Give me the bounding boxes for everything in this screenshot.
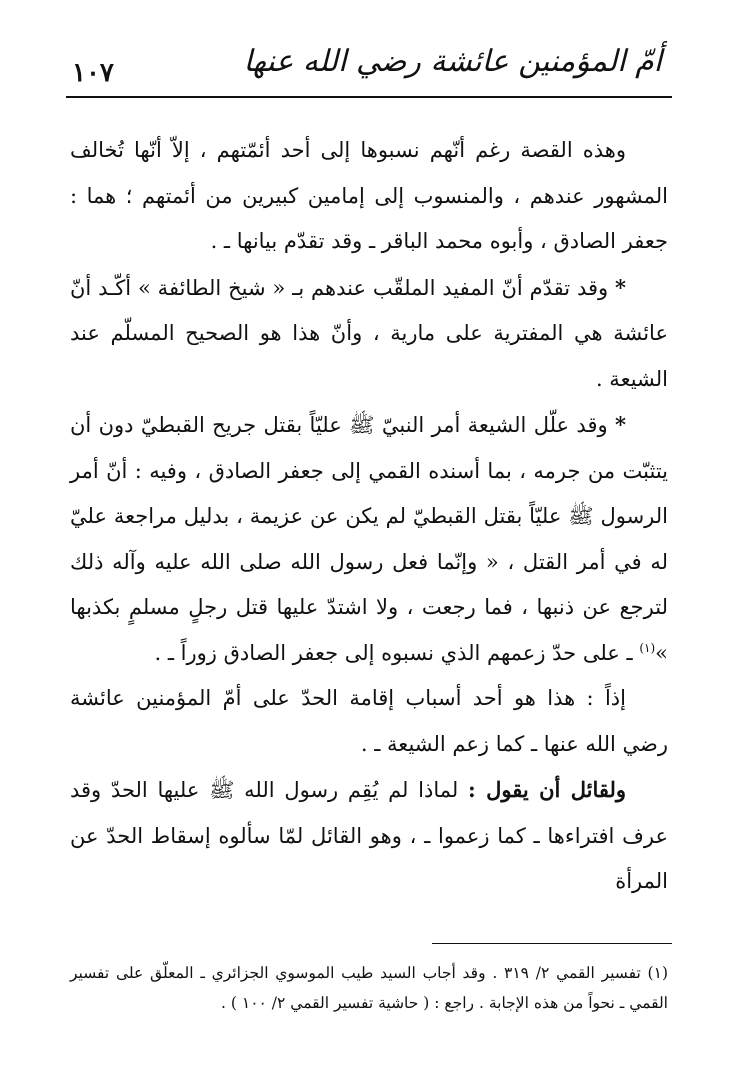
- paragraph-1: وهذه القصة رغم أنّهم نسبوها إلى أحد أئمّتهم ، إلاّ أنّها تُخالف المشهور عندهم ، والمنسوب إلى إمامين كبيرين من أئمتهم ؛ هما : جعفر الصادق ، وأبوه محمد الباقر ـ وقد تقدّم بيانها ـ .: [70, 138, 668, 253]
- body-text: [70, 128, 668, 905]
- bullet-marker: *: [615, 274, 626, 300]
- paragraph-5-lead: ولقائل أن يقول :: [468, 777, 627, 802]
- paragraph-5: [70, 767, 668, 905]
- header-rule: [66, 96, 672, 98]
- paragraph-3-text: وقد علّل الشيعة أمر النبيّ ﷺ عليّاً بقتل جريح القبطيّ دون أن يتثبّت من جرمه ، بما أسنده القمي إلى جعفر الصادق ، وفيه : أنّ أمر الرسول ﷺ عليّاً بقتل القبطيّ لم يكن عن عزيمة ، بدليل مراجعة عليّ له في أمر القتل ، « وإنّما فعل رسول الله صلى الله عليه وآله ذلك لترجع عن ذنبها ، فما رجعت ، ولا اشتدّ عليها قتل رجلٍ مسلمٍ بكذبها »: [70, 413, 668, 665]
- page-header: [66, 40, 672, 96]
- running-title: أمّ المؤمنين عائشة رضي الله عنها: [243, 44, 662, 79]
- paragraph-3-tail: ـ على حدّ زعمهم الذي نسبوه إلى جعفر الصادق زوراً ـ .: [154, 640, 640, 665]
- footnote-rule: [432, 943, 672, 944]
- footnotes: [70, 958, 668, 1018]
- paragraph-2-text: وقد تقدّم أنّ المفيد الملقّب عندهم بـ « شيخ الطائفة » أكّـد أنّ عائشة هي المفترية على مارية ، وأنّ هذا هو الصحيح المسلّم عند الشيعة .: [70, 275, 668, 391]
- page-number: ١٠٧: [72, 58, 114, 88]
- paragraph-2: [70, 265, 668, 403]
- footnote-reference: (١): [639, 640, 656, 655]
- bullet-marker: *: [615, 412, 626, 437]
- footnote-1: (١) تفسير القمي ٢/ ٣١٩ . وقد أجاب السيد طيب الموسوي الجزائري ـ المعلّق على تفسير القمي ـ نحواً من هذه الإجابة . راجع : ( حاشية تفسير القمي ٢/ ١٠٠ ) .: [70, 964, 668, 1012]
- paragraph-3: [70, 402, 668, 676]
- paragraph-4: إذاً : هذا هو أحد أسباب إقامة الحدّ على أمّ المؤمنين عائشة رضي الله عنها ـ كما زعم الشيعة ـ .: [70, 686, 668, 756]
- paragraph-5-text: لماذا لم يُقِم رسول الله ﷺ عليها الحدّ وقد عرف افتراءها ـ كما زعموا ـ ، وهو القائل لمّا سألوه إسقاط الحدّ عن المرأة: [70, 778, 668, 893]
